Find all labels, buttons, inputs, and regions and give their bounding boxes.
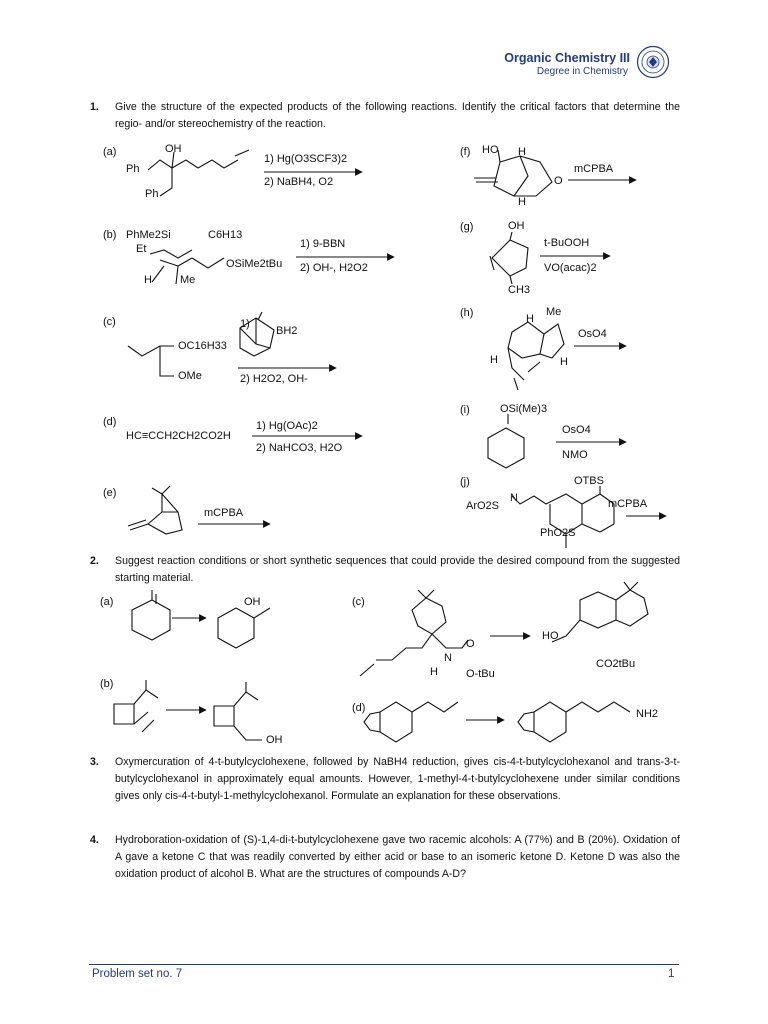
part-label-1e: (e) — [103, 487, 117, 499]
part-label-2d: (d) — [352, 702, 366, 714]
reagent-line-1: 1) — [240, 318, 250, 330]
label-ho: HO — [482, 144, 499, 156]
label-methyl: CH3 — [508, 284, 531, 296]
label-silyl: PhMe2Si — [126, 229, 171, 241]
part-label-1c: (c) — [103, 316, 116, 328]
label-borane: BH2 — [276, 325, 298, 337]
part-label-1f: (f) — [460, 146, 471, 158]
structure-1e — [128, 486, 270, 534]
question-number: 2. — [90, 555, 99, 567]
reagent-line-2: 2) NaHCO3, H2O — [256, 442, 343, 454]
reagent-line-2: VO(acac)2 — [544, 262, 597, 274]
label-methyl: Me — [546, 306, 562, 318]
label-oh: OH — [266, 734, 283, 746]
part-label-1i: (i) — [460, 404, 470, 416]
label-phenyl-sulfonyl: PhO2S — [540, 527, 576, 539]
label-alkoxy: OC16H33 — [178, 340, 227, 352]
part-label-1h: (h) — [460, 307, 474, 319]
reagent-line-1: mCPBA — [574, 163, 614, 175]
reagent-line-2: 2) OH-, H2O2 — [300, 262, 368, 274]
label-methoxy: OMe — [178, 370, 202, 382]
label-h: H — [490, 354, 498, 366]
label-silyl-ether: OSi(Me)3 — [500, 403, 548, 415]
question-text: Hydroboration-oxidation of (S)-1,4-di-t-butylcyclohexene gave two racemic alcohols: A (77%) and B (20%). Oxidation of A gave a ketone C that was readily converted by either acid or base to an isomeric ketone D. Ketone D was also the oxidation product of alcohol B. What are the structures of compounds A-D? — [115, 834, 680, 880]
label-ho: HO — [542, 630, 559, 642]
part-label-2a: (a) — [100, 596, 114, 608]
label-boc: CO2tBu — [596, 658, 636, 670]
label-amine: NH2 — [636, 708, 659, 720]
reagent-line-1: OsO4 — [578, 328, 607, 340]
label-oh: OH — [244, 596, 261, 608]
label-ph: Ph — [126, 163, 140, 175]
part-label-1g: (g) — [460, 221, 474, 233]
label-h: H — [526, 313, 534, 325]
label-otbs: OTBS — [574, 475, 604, 487]
label-n: N — [444, 652, 452, 664]
structure-2b — [114, 680, 262, 740]
question-text: Suggest reaction conditions or short synthetic sequences that could provide the desired compound from the suggested starting material. — [115, 555, 680, 584]
page-number: 1 — [668, 968, 675, 980]
label-silyl-ether: OSiMe2tBu — [226, 258, 283, 270]
label-h: H — [518, 146, 526, 158]
structure-1c — [128, 312, 336, 376]
label-h: H — [518, 196, 526, 208]
structure-2d — [364, 702, 630, 742]
question-number: 4. — [90, 834, 99, 846]
reagent-line-1: 1) Hg(OAc)2 — [256, 420, 318, 432]
reagent-line-1: 1) Hg(O3SCF3)2 — [264, 153, 348, 165]
label-h: H — [144, 274, 152, 286]
structure-1j — [512, 486, 666, 548]
reagent-line-1: mCPBA — [608, 498, 648, 510]
reagent-line-2: 2) H2O2, OH- — [240, 373, 308, 385]
part-label-2c: (c) — [352, 596, 365, 608]
label-aryl-sulfonyl: ArO2S — [466, 500, 500, 512]
course-subtitle: Degree in Chemistry — [536, 66, 628, 77]
part-label-1j: (j) — [460, 476, 470, 488]
label-methyl: Me — [180, 274, 196, 286]
label-oh: OH — [508, 220, 525, 232]
structure-1i — [488, 414, 626, 468]
label-o: O — [554, 175, 563, 187]
label-oh: OH — [165, 143, 182, 155]
reagent-line-2: 2) NaBH4, O2 — [264, 176, 334, 188]
label-o: O — [466, 638, 475, 650]
part-label-2b: (b) — [100, 678, 114, 690]
reagent-line-1: 1) 9-BBN — [300, 238, 346, 250]
label-n: N — [510, 492, 518, 504]
label-ph: Ph — [145, 188, 159, 200]
footer-rule — [89, 964, 679, 965]
reagent-line-1: OsO4 — [562, 424, 591, 436]
label-h: H — [560, 356, 568, 368]
label-tbu-ester: O-tBu — [466, 668, 495, 680]
part-label-1b: (b) — [103, 229, 117, 241]
question-number: 1. — [90, 101, 99, 113]
label-hexyl: C6H13 — [208, 229, 243, 241]
question-text: Give the structure of the expected products of the following reactions. Identify the critical factors that determine the regio- and/or stereochemistry of the reaction. — [115, 101, 680, 130]
part-label-1d: (d) — [103, 416, 117, 428]
question-number: 3. — [90, 756, 99, 768]
starting-material: HC≡CCH2CH2CO2H — [126, 430, 231, 442]
label-ethyl: Et — [136, 243, 147, 255]
reagent-line-2: NMO — [562, 449, 588, 461]
footer-problem-set: Problem set no. 7 — [92, 968, 183, 980]
reagent-line-1: t-BuOOH — [544, 237, 590, 249]
course-title: Organic Chemistry III — [504, 51, 630, 65]
part-label-1a: (a) — [103, 146, 117, 158]
label-h: H — [430, 666, 438, 678]
question-text: Oxymercuration of 4-t-butylcyclohexene, followed by NaBH4 reduction, gives cis-4-t-butylcyclohexanol and trans-3-t-butylcyclohexanol in approximately equal amounts. However, 1-methyl-4-t-butylcyclohexene under similar conditions gives only cis-4-t-butyl-1-methylcyclohexanol. Formulate an explanation for these observations. — [115, 756, 680, 802]
reagent-line-1: mCPBA — [204, 507, 244, 519]
